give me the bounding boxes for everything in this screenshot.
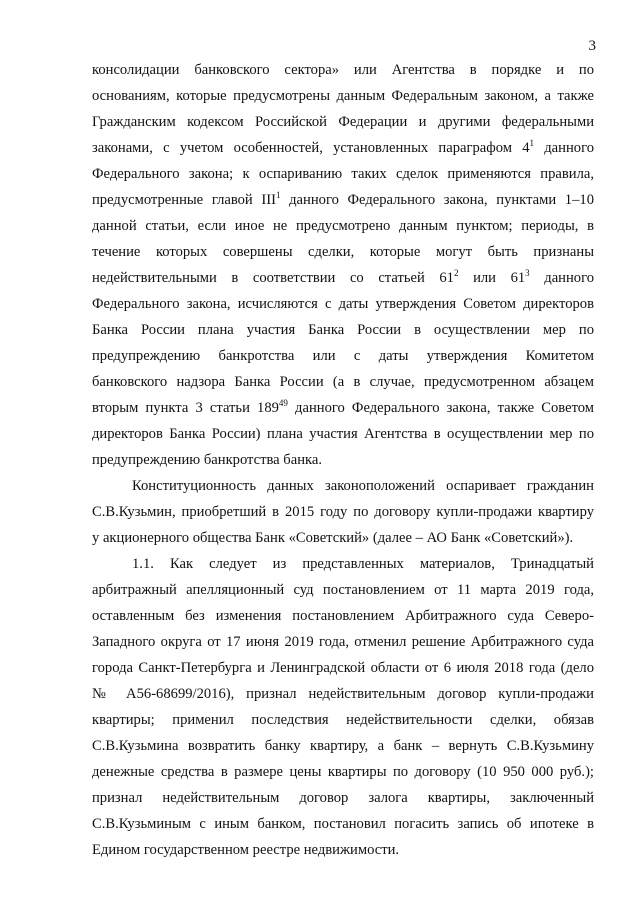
text-line: у акционерного общества Банк «Советский» (далее – АО Банк «Советский»). <box>92 530 574 546</box>
text-line: Западного округа от 17 июня 2019 года, отменил решение Арбитражного суда <box>92 634 594 650</box>
text-line: квартиры; применил последствия недействительности сделки, обязав <box>92 712 594 728</box>
text-line: С.В.Кузьминым с иным банком, постановил погасить запись об ипотеке в <box>92 816 594 832</box>
superscript: 1 <box>529 138 535 148</box>
text-line: признал недействительным договор залога квартиры, заключенный <box>92 790 594 806</box>
text-line <box>92 187 594 213</box>
body-text <box>92 57 594 863</box>
text-line: Федерального закона, исчисляются с даты утверждения Советом директоров <box>92 296 594 312</box>
text-line: денежные средства в размере цены квартиры по договору (10 950 000 руб.); <box>92 764 594 780</box>
text-line: Конституционность данных законоположений оспаривает гражданин <box>132 478 594 494</box>
text-line: арбитражный апелляционный суд постановлением от 11 марта 2019 года, <box>92 582 594 598</box>
text-line: Гражданским кодексом Российской Федерации и другими федеральными <box>92 114 594 130</box>
text-line: С.В.Кузьмина возвратить банку квартиру, а банк – вернуть С.В.Кузьмину <box>92 738 594 754</box>
text-segment: или 61 <box>458 270 526 286</box>
text-segment: предусмотренные главой III <box>92 192 276 208</box>
page-number: 3 <box>588 38 596 54</box>
text-line: директоров Банка России) плана участия Агентства в осуществлении мер по <box>92 426 594 442</box>
text-line: 1.1. Как следует из представленных материалов, Тринадцатый <box>132 556 594 572</box>
text-line: Едином государственном реестре недвижимости. <box>92 842 400 858</box>
text-line <box>92 265 594 291</box>
text-segment: данного <box>534 140 594 156</box>
text-line: № А56-68699/2016), признал недействительным договор купли-продажи <box>92 686 594 702</box>
superscript: 3 <box>525 268 530 278</box>
text-line: оставленным без изменения постановлением Арбитражного суда Северо- <box>92 608 594 624</box>
superscript: 2 <box>453 268 459 278</box>
superscript: 1 <box>275 190 281 200</box>
text-line: банковского надзора Банка России (а в случае, предусмотренном абзацем <box>92 374 594 390</box>
text-line: города Санкт-Петербурга и Ленинградской области от 6 июля 2018 года (дело <box>92 660 594 676</box>
text-line: данной статьи, если иное не предусмотрено данным пунктом; периоды, в <box>92 218 594 234</box>
text-segment: недействительными в соответствии со статьей 61 <box>92 270 454 286</box>
text-segment: данного Федерального закона, также Советом <box>287 400 595 416</box>
text-line: консолидации банковского сектора» или Агентства в порядке и по <box>92 62 594 78</box>
text-segment: данного <box>529 270 595 286</box>
text-segment: данного Федерального закона, пунктами 1–10 <box>280 192 594 208</box>
superscript: 49 <box>278 398 288 408</box>
text-line: предупреждению банкротства или с даты утверждения Комитетом <box>92 348 594 364</box>
text-line: предупреждению банкротства банка. <box>92 452 323 468</box>
text-line: течение которых совершены сделки, которые могут быть признаны <box>92 244 594 260</box>
text-line: Федерального закона; к оспариванию таких сделок применяются правила, <box>92 166 594 182</box>
text-segment: вторым пункта 3 статьи 189 <box>92 400 279 416</box>
text-line <box>92 395 594 421</box>
text-segment: законами, с учетом особенностей, установленных параграфом 4 <box>92 140 530 156</box>
text-line: С.В.Кузьмин, приобретший в 2015 году по договору купли-продажи квартиру <box>92 504 594 520</box>
text-line: Банка России плана участия Банка России в осуществлении мер по <box>92 322 594 338</box>
text-line: основаниям, которые предусмотрены данным Федеральным законом, а также <box>92 88 594 104</box>
text-line <box>92 135 594 161</box>
